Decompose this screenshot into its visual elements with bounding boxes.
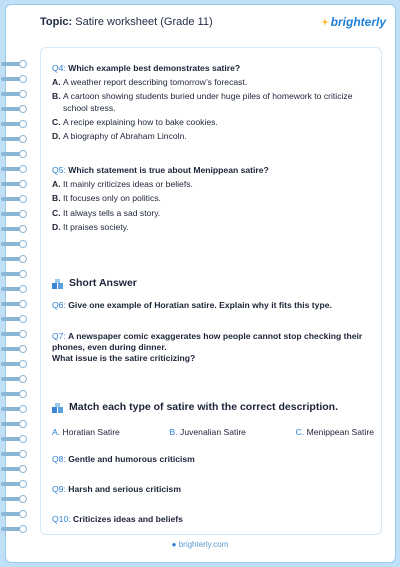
binding-ring — [1, 180, 33, 188]
binding-ring — [1, 510, 33, 518]
question-q9 — [52, 484, 374, 495]
footer-link[interactable]: brighterly.com — [178, 540, 229, 549]
question-text — [52, 63, 374, 74]
question-q4 — [52, 63, 374, 142]
binding-ring — [1, 345, 33, 353]
binding-ring — [1, 450, 33, 458]
section-title-text: Short Answer — [69, 277, 137, 289]
question-number: Q6: — [52, 299, 66, 310]
choice-letter: B. — [169, 426, 178, 437]
option-a[interactable] — [52, 179, 374, 190]
choice-a — [52, 427, 120, 438]
binding-ring — [1, 240, 33, 248]
binding-ring — [1, 255, 33, 263]
binding-ring — [1, 495, 33, 503]
option-letter: A. — [52, 179, 61, 190]
option-text: A weather report describing tomorrow’s forecast. — [63, 77, 248, 88]
binding-ring — [1, 75, 33, 83]
short-answer-section — [52, 277, 374, 364]
option-letter: C. — [52, 207, 61, 218]
binding-ring — [1, 390, 33, 398]
option-text: It always tells a sad story. — [63, 207, 161, 218]
option-text: It praises society. — [63, 221, 129, 232]
binding-ring — [1, 330, 33, 338]
binding-ring — [1, 60, 33, 68]
question-q7 — [52, 331, 374, 365]
binding-ring — [1, 300, 33, 308]
option-text: A biography of Abraham Lincoln. — [63, 130, 187, 141]
binding-ring — [1, 120, 33, 128]
binding-ring — [1, 435, 33, 443]
option-letter: B. — [52, 193, 61, 204]
binding-ring — [1, 135, 33, 143]
binding-ring — [1, 225, 33, 233]
question-q10 — [52, 514, 374, 525]
question-number: Q9: — [52, 483, 66, 494]
option-c[interactable] — [52, 208, 374, 219]
choice-text: Juvenalian Satire — [180, 426, 246, 437]
choice-text: Horatian Satire — [62, 426, 120, 437]
matching-section — [52, 401, 374, 525]
binding-ring — [1, 105, 33, 113]
spiral-binding — [0, 60, 34, 540]
binding-ring — [1, 270, 33, 278]
binding-ring — [1, 150, 33, 158]
binding-ring — [1, 375, 33, 383]
option-a[interactable] — [52, 77, 374, 88]
question-number: Q5: — [52, 165, 66, 175]
binding-ring — [1, 525, 33, 533]
question-prompt: Criticizes ideas and beliefs — [73, 514, 183, 525]
choice-letter: A. — [52, 426, 61, 437]
question-prompt: Gentle and humorous criticism — [68, 453, 195, 464]
topic-line — [40, 16, 213, 28]
topic-label: Topic: — [40, 16, 73, 28]
question-q8 — [52, 454, 374, 465]
globe-icon: ● — [171, 540, 177, 549]
blocks-icon — [52, 279, 63, 289]
choice-text: Menippean Satire — [306, 426, 374, 437]
choice-letter: C. — [295, 426, 305, 437]
section-title — [52, 277, 374, 291]
option-text: A cartoon showing students buried under huge piles of homework to criticize school stress. — [63, 91, 353, 113]
brighterly-logo[interactable] — [321, 15, 386, 29]
option-text: It mainly criticizes ideas or beliefs. — [63, 179, 193, 190]
option-text: It focuses only on politics. — [63, 193, 161, 204]
question-prompt: Harsh and serious criticism — [68, 483, 181, 494]
section-title-text: Match each type of satire with the correct description. — [69, 401, 338, 413]
binding-ring — [1, 195, 33, 203]
logo-text: brighterly — [330, 15, 386, 29]
question-prompt: A newspaper comic exaggerates how people cannot stop checking their phones, even during dinner. — [52, 330, 363, 352]
option-letter: B. — [52, 91, 61, 102]
binding-ring — [1, 420, 33, 428]
question-prompt: Which statement is true about Menippean satire? — [68, 165, 269, 175]
option-b[interactable] — [52, 193, 374, 204]
binding-ring — [1, 480, 33, 488]
binding-ring — [1, 285, 33, 293]
question-prompt: Which example best demonstrates satire? — [68, 63, 241, 73]
option-letter: C. — [52, 116, 61, 127]
option-text: A recipe explaining how to bake cookies. — [63, 116, 218, 127]
worksheet-header — [40, 12, 386, 32]
option-b[interactable] — [52, 91, 374, 113]
binding-ring — [1, 465, 33, 473]
binding-ring — [1, 405, 33, 413]
question-q5 — [52, 165, 374, 233]
binding-ring — [1, 210, 33, 218]
question-prompt-followup: What issue is the satire criticizing? — [52, 353, 196, 364]
option-letter: A. — [52, 77, 61, 88]
match-choices — [52, 427, 374, 438]
binding-ring — [1, 315, 33, 323]
choice-b — [170, 427, 246, 438]
option-letter: D. — [52, 221, 61, 232]
question-number: Q8: — [52, 453, 66, 464]
binding-ring — [1, 165, 33, 173]
question-q6 — [52, 300, 374, 311]
topic-value: Satire worksheet (Grade 11) — [75, 16, 213, 28]
option-letter: D. — [52, 130, 61, 141]
section-title — [52, 401, 374, 415]
binding-ring — [1, 90, 33, 98]
sparkle-icon — [321, 18, 329, 26]
question-number: Q10: — [52, 514, 71, 525]
option-d[interactable] — [52, 131, 374, 142]
blocks-icon — [52, 403, 63, 413]
question-text — [52, 165, 374, 176]
question-number: Q4: — [52, 63, 66, 73]
question-prompt: Give one example of Horatian satire. Explain why it fits this type. — [68, 299, 332, 310]
option-d[interactable] — [52, 222, 374, 233]
footer — [0, 540, 400, 549]
question-number: Q7: — [52, 330, 66, 341]
option-c[interactable] — [52, 117, 374, 128]
binding-ring — [1, 360, 33, 368]
choice-c — [296, 427, 374, 438]
